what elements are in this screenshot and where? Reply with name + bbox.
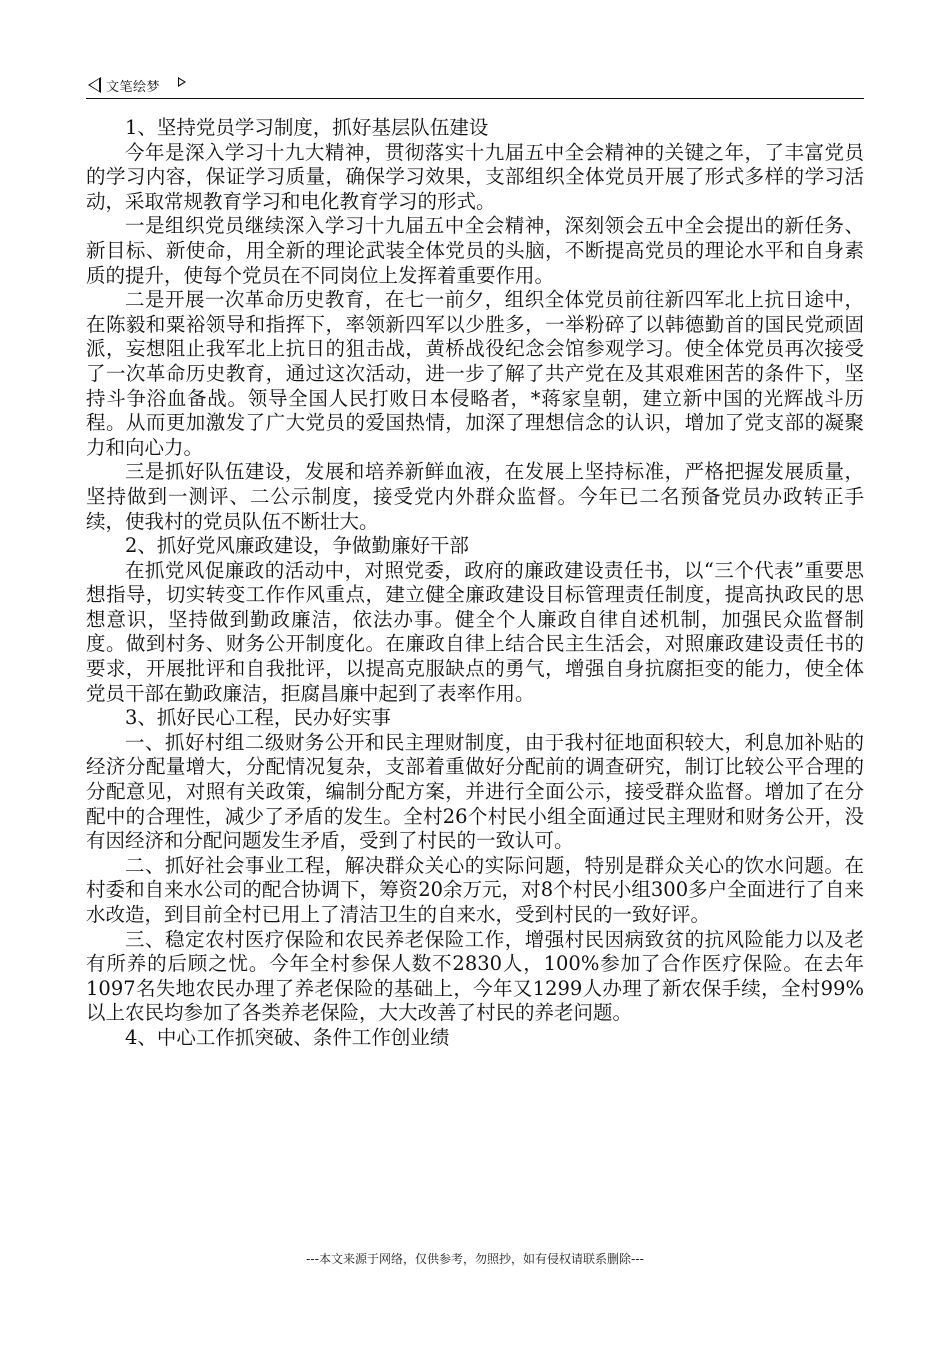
body-paragraph: 二、抓好社会事业工程，解决群众关心的实际问题，特别是群众关心的饮水问题。在村委和自来水公司的配合协调下，筹资20余万元，对8个村民小组300多户全面进行了自来水改造，到目前全村已用上了清洁卫生的自来水，受到村民的一致好评。	[86, 853, 864, 926]
body-paragraph: 今年是深入学习十九大精神，贯彻落实十九届五中全会精神的关键之年，了丰富党员的学习内容，保证学习质量，确保学习效果，支部组织全体党员开展了形式多样的学习活动，采取常规教育学习和电化教育学习的形式。	[86, 140, 864, 213]
body-paragraph: 在抓党风促廉政的活动中，对照党委，政府的廉政建设责任书，以“三个代表”重要思想指导，切实转变工作作风重点，建立健全廉政建设目标管理责任制度，提高执政民的思想意识，坚持做到勤政廉洁，依法办事。健全个人廉政自律自述机制，加强民众监督制度。做到村务、财务公开制度化。在廉政自律上结合民主生活会，对照廉政建设责任书的要求，开展批评和自我批评，以提高克服缺点的勇气，增强自身抗腐拒变的能力，使全体党员干部在勤政廉洁，拒腐昌廉中起到了表率作用。	[86, 558, 864, 705]
section-heading-3: 3、抓好民心工程，民办好实事	[125, 706, 391, 730]
body-paragraph: 二是开展一次革命历史教育，在七一前夕，组织全体党员前往新四军北上抗日途中，在陈毅和粟裕领导和指挥下，率领新四军以少胜多，一举粉碎了以韩德勤首的国民党顽固派，妄想阻止我军北上抗日的狙击战，黄桥战役纪念会馆参观学习。使全体党员再次接受了一次革命历史教育，通过这次活动，进一步了解了共产党在及其艰难困苦的条件下，坚持斗争浴血备战。领导全国人民打败日本侵略者，*蒋家皇朝，建立新中国的光辉战斗历程。从而更加激发了广大党员的爱国热情，加深了理想信念的认识，增加了党支部的凝聚力和向心力。	[86, 288, 864, 459]
triangle-left-icon	[88, 77, 101, 93]
body-paragraph: 一是组织党员继续深入学习十九届五中全会精神，深刻领会五中全会提出的新任务、新目标、新使命，用全新的理论武装全体党员的头脑，不断提高党员的理论水平和自身素质的提升，使每个党员在不同岗位上发挥着重要作用。	[86, 214, 864, 287]
page-header	[86, 74, 864, 98]
body-paragraph: 三、稳定农村医疗保险和农民养老保险工作，增强村民因病致贫的抗风险能力以及老有所养的后顾之忧。今年全村参保人数不2830人，100%参加了合作医疗保险。在去年1097名失地农民办理了养老保险的基础上，今年又1299人办理了新农保手续，全村99%以上农民均参加了各类养老保险，大大改善了村民的养老问题。	[86, 927, 864, 1025]
body-paragraph: 三是抓好队伍建设，发展和培养新鲜血液，在发展上坚持标准，严格把握发展质量，坚持做到一测评、二公示制度，接受党内外群众监督。今年已二名预备党员办政转正手续，使我村的党员队伍不断壮大。	[86, 460, 864, 533]
document-body	[86, 116, 864, 1051]
header-title: 文笔绘梦	[106, 80, 161, 95]
body-paragraph: 一、抓好村组二级财务公开和民主理财制度，由于我村征地面积较大，利息加补贴的经济分配量增大，分配情况复杂，支部着重做好分配前的调查研究，制订比较公平合理的分配意见，对照有关政策，编制分配方案，并进行全面公示，接受群众监督。增加了在分配中的合理性，减少了矛盾的发生。全村26个村民小组全面通过民主理财和财务公开，没有因经济和分配问题发生矛盾，受到了村民的一致认可。	[86, 730, 864, 853]
triangle-right-icon	[178, 77, 186, 87]
page-footer: ---本文来源于网络，仅供参考，勿照抄，如有侵权请联系删除---	[306, 1252, 644, 1266]
section-heading-2: 2、抓好党风廉政建设，争做勤廉好干部	[125, 534, 469, 558]
section-heading-4: 4、中心工作抓突破、条件工作创业绩	[125, 1025, 450, 1049]
section-heading-1: 1、坚持党员学习制度，抓好基层队伍建设	[125, 116, 489, 139]
header-divider	[86, 98, 864, 99]
